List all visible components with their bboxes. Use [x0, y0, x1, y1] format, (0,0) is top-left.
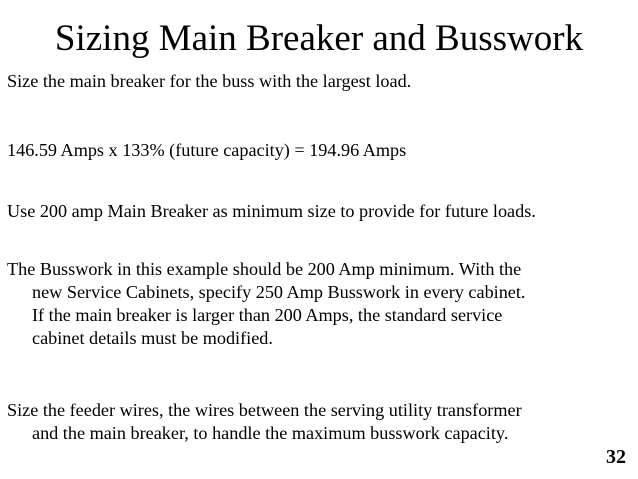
paragraph-line: If the main breaker is larger than 200 Amps, the standard service	[32, 305, 503, 325]
paragraph-line: The Busswork in this example should be 200 Amp minimum. With the	[7, 259, 522, 279]
paragraph-line: Use 200 amp Main Breaker as minimum size to provide for future loads.	[7, 201, 536, 221]
paragraph-amperage-calculation	[7, 139, 633, 162]
paragraph-busswork-requirement	[7, 258, 633, 350]
paragraph-line: cabinet details must be modified.	[32, 328, 273, 348]
paragraph-main-breaker-recommendation	[7, 200, 633, 223]
paragraph-line: new Service Cabinets, specify 250 Amp Busswork in every cabinet.	[32, 282, 526, 302]
paragraph-feeder-wire-sizing	[7, 399, 633, 445]
paragraph-main-breaker-sizing	[7, 70, 633, 93]
paragraph-line: and the main breaker, to handle the maximum busswork capacity.	[32, 423, 509, 443]
page-number: 32	[606, 446, 626, 468]
paragraph-line: Size the main breaker for the buss with the largest load.	[7, 71, 412, 91]
paragraph-line: Size the feeder wires, the wires between the serving utility transformer	[7, 400, 522, 420]
slide-title: Sizing Main Breaker and Busswork	[54, 18, 584, 59]
paragraph-line: 146.59 Amps x 133% (future capacity) = 194.96 Amps	[7, 140, 407, 160]
